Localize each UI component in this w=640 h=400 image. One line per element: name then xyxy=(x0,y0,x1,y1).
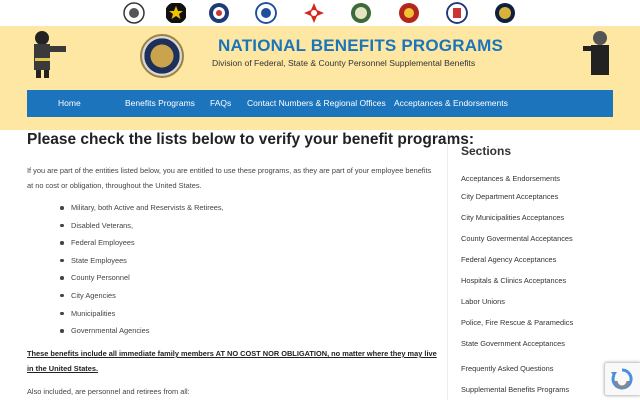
bullet-icon xyxy=(60,294,64,298)
site-subtitle: Division of Federal, State & County Personnel Supplemental Benefits xyxy=(212,58,476,68)
firefighter-image xyxy=(24,28,68,78)
coast-guard-seal-icon xyxy=(123,2,145,24)
recaptcha-icon xyxy=(605,363,639,395)
sidebar-link-city-municipalities[interactable]: City Municipalities Acceptances xyxy=(461,213,565,222)
nav-benefits-programs[interactable]: Benefits Programs xyxy=(125,98,195,108)
bullet-icon xyxy=(60,224,64,228)
list-item-text: State Employees xyxy=(71,255,127,265)
family-notice: These benefits include all immediate family members AT NO COST NOR OBLIGATION, no matter where they may live in the United States. xyxy=(27,349,437,373)
list-item xyxy=(60,234,224,252)
sidebar-link-city-department[interactable]: City Department Acceptances xyxy=(461,192,559,201)
list-item-text: Governmental Agencies xyxy=(71,326,150,336)
bullet-icon xyxy=(60,206,64,210)
intro-paragraph: If you are part of the entities listed below, you are entitled to use these programs, as they are part of your employee benefits at no cost or obligation, throughout the United States. xyxy=(27,166,432,190)
sidebar-link-faq[interactable]: Frequently Asked Questions xyxy=(461,364,554,373)
bullet-icon xyxy=(60,276,64,280)
bullet-icon xyxy=(60,312,64,316)
also-included-text: Also included, are personnel and retirees from all: xyxy=(27,387,190,396)
main-nav xyxy=(27,90,613,117)
nav-acceptances-endorsements[interactable]: Acceptances & Endorsements xyxy=(394,98,508,108)
sidebar-link-state-government[interactable]: State Government Acceptances xyxy=(461,339,565,348)
eligible-entities-list xyxy=(60,199,224,340)
list-item-text: Federal Employees xyxy=(71,238,135,248)
nav-contact-numbers[interactable]: Contact Numbers & Regional Offices xyxy=(247,98,386,108)
sidebar-link-county-govermental[interactable]: County Govermental Acceptances xyxy=(461,234,573,243)
nav-faqs[interactable]: FAQs xyxy=(210,98,232,108)
cia-seal-icon xyxy=(208,2,230,24)
bullet-icon xyxy=(60,329,64,333)
list-item-text: Disabled Veterans, xyxy=(71,220,134,230)
sidebar-link-police-fire[interactable]: Police, Fire Rescue & Paramedics xyxy=(461,318,574,327)
list-item xyxy=(60,305,224,323)
fire-department-seal-icon xyxy=(303,2,325,24)
national-seal-icon xyxy=(140,34,184,78)
list-item xyxy=(60,252,224,270)
homeland-security-seal-icon xyxy=(255,2,277,24)
sidebar-link-labor-unions[interactable]: Labor Unions xyxy=(461,297,505,306)
marines-seal-icon xyxy=(398,2,420,24)
nav-home[interactable]: Home xyxy=(58,98,81,108)
list-item xyxy=(60,217,224,235)
bullet-icon xyxy=(60,259,64,263)
recaptcha-badge[interactable] xyxy=(604,362,640,396)
list-item xyxy=(60,269,224,287)
list-item-text: County Personnel xyxy=(71,273,130,283)
army-seal-icon xyxy=(165,2,187,24)
list-item-text: Municipalities xyxy=(71,308,116,318)
sidebar-link-supplemental-benefits[interactable]: Supplemental Benefits Programs xyxy=(461,385,570,394)
page-heading: Please check the lists below to verify your benefit programs: xyxy=(27,131,475,148)
list-item xyxy=(60,199,224,217)
sidebar-link-acceptances-endorsements[interactable]: Acceptances & Endorsements xyxy=(461,174,561,183)
list-item-text: City Agencies xyxy=(71,290,116,300)
agency-seal-strip xyxy=(0,0,640,26)
sidebar-link-hospitals-clinics[interactable]: Hospitals & Clinics Acceptances xyxy=(461,276,567,285)
list-item-text: Military, both Active and Reservists & Retirees, xyxy=(71,203,224,212)
va-seal-icon xyxy=(350,2,372,24)
list-item xyxy=(60,322,224,340)
police-seal-icon xyxy=(446,2,468,24)
bullet-icon xyxy=(60,241,64,245)
sections-sidebar xyxy=(447,130,613,400)
officer-image xyxy=(580,28,618,78)
site-title: NATIONAL BENEFITS PROGRAMS xyxy=(218,36,504,55)
navy-seal-icon xyxy=(494,2,516,24)
list-item xyxy=(60,287,224,305)
sidebar-link-federal-agency[interactable]: Federal Agency Acceptances xyxy=(461,255,557,264)
sidebar-title: Sections xyxy=(461,144,512,158)
